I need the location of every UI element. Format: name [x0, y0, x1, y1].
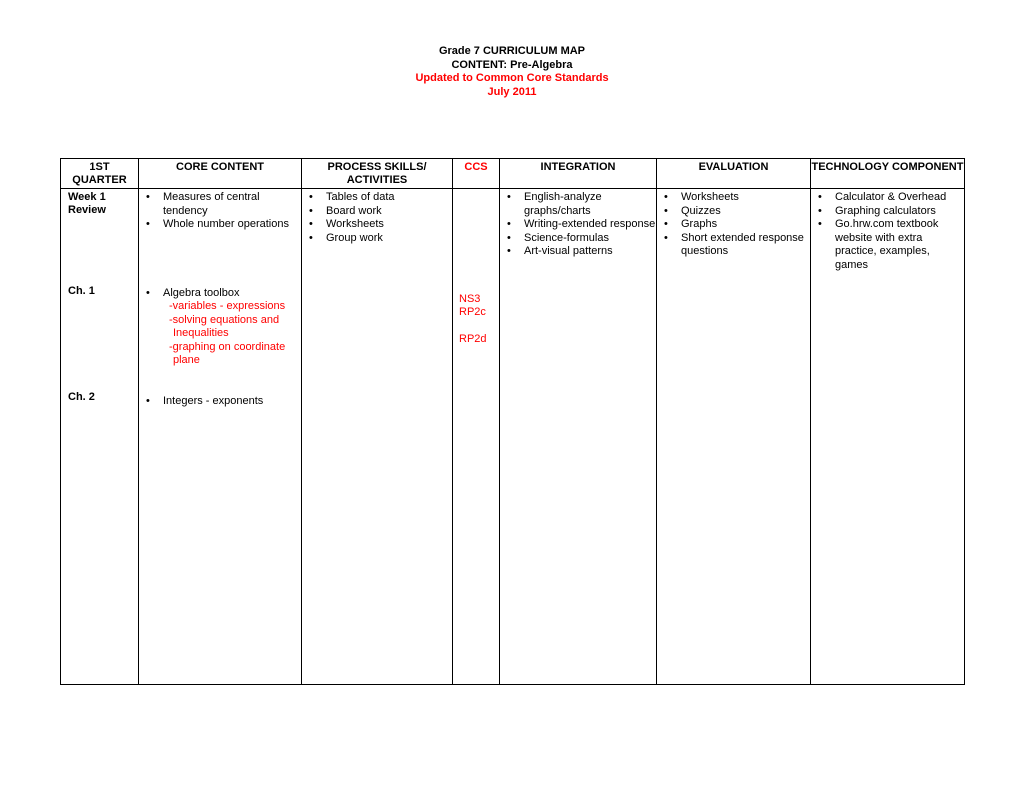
list-item: • Graphing calculators: [811, 205, 964, 219]
list-item: • English-analyze graphs/charts: [500, 191, 656, 218]
list-item: • Calculator & Overhead: [811, 191, 964, 205]
col-header-technology: TECHNOLOGY COMPONENT: [811, 159, 965, 189]
header-update-note: Updated to Common Core Standards: [415, 72, 609, 84]
table-header-row: [61, 159, 965, 189]
curriculum-table: [60, 158, 965, 685]
subtopic: -variables - expressions: [169, 300, 286, 312]
col-header-process-skills: PROCESS SKILLS/ ACTIVITIES: [302, 159, 453, 189]
col-header-evaluation: EVALUATION: [657, 159, 811, 189]
subtopic: Inequalities: [173, 327, 229, 339]
subtopic: -graphing on coordinate: [169, 340, 286, 353]
process-skills-cell: [302, 189, 453, 685]
document-header: [0, 45, 1024, 99]
ccs-code: NS3: [459, 293, 481, 305]
list-item: • Board work: [302, 205, 452, 219]
list-item: • Go.hrw.com textbook website with extra practice, examples, games: [811, 218, 964, 272]
col-header-quarter: 1ST QUARTER: [61, 159, 139, 189]
list-item: • Worksheets: [657, 191, 810, 205]
list-item: • Art-visual patterns: [500, 245, 656, 259]
ccs-cell: [453, 189, 500, 685]
ch1-label: Ch. 1: [68, 285, 95, 297]
list-item: • Group work: [302, 232, 452, 246]
list-item: • Graphs: [657, 218, 810, 232]
core-ch2-list: [139, 395, 301, 409]
ch2-label: Ch. 2: [68, 391, 95, 403]
header-title: Grade 7 CURRICULUM MAP: [438, 45, 586, 57]
core-week1-list: [139, 191, 301, 232]
evaluation-cell: [657, 189, 811, 685]
list-item: • Whole number operations: [139, 218, 301, 232]
quarter-cell: [61, 189, 139, 685]
subtopic: plane: [173, 354, 200, 366]
technology-cell: [811, 189, 965, 685]
core-content-cell: [139, 189, 302, 685]
list-item: • Science-formulas: [500, 232, 656, 246]
integration-cell: [500, 189, 657, 685]
header-date: July 2011: [487, 85, 537, 98]
ccs-code: RP2c: [459, 306, 486, 318]
list-item: • Writing-extended response: [500, 218, 656, 232]
header-content: CONTENT: Pre-Algebra: [451, 58, 573, 71]
ccs-code: RP2d: [459, 333, 487, 345]
list-item: • Measures of central tendency: [139, 191, 301, 218]
list-item: • Short extended response questions: [657, 232, 810, 259]
process-skills-list: [302, 191, 452, 245]
core-ch1-list: [139, 287, 301, 301]
col-header-ccs: CCS: [453, 159, 500, 189]
table-body-row: [61, 189, 965, 685]
subtopic: -solving equations and: [169, 313, 280, 326]
technology-list: [811, 191, 964, 272]
integration-list: [500, 191, 656, 259]
col-header-core-content: CORE CONTENT: [139, 159, 302, 189]
list-item: • Algebra toolbox: [139, 287, 301, 301]
week1-review-label: Week 1 Review: [68, 191, 106, 216]
list-item: • Integers - exponents: [139, 395, 301, 409]
list-item: • Tables of data: [302, 191, 452, 205]
col-header-integration: INTEGRATION: [500, 159, 657, 189]
evaluation-list: [657, 191, 810, 259]
list-item: • Quizzes: [657, 205, 810, 219]
core-ch1-subtopics: [139, 300, 301, 368]
list-item: • Worksheets: [302, 218, 452, 232]
